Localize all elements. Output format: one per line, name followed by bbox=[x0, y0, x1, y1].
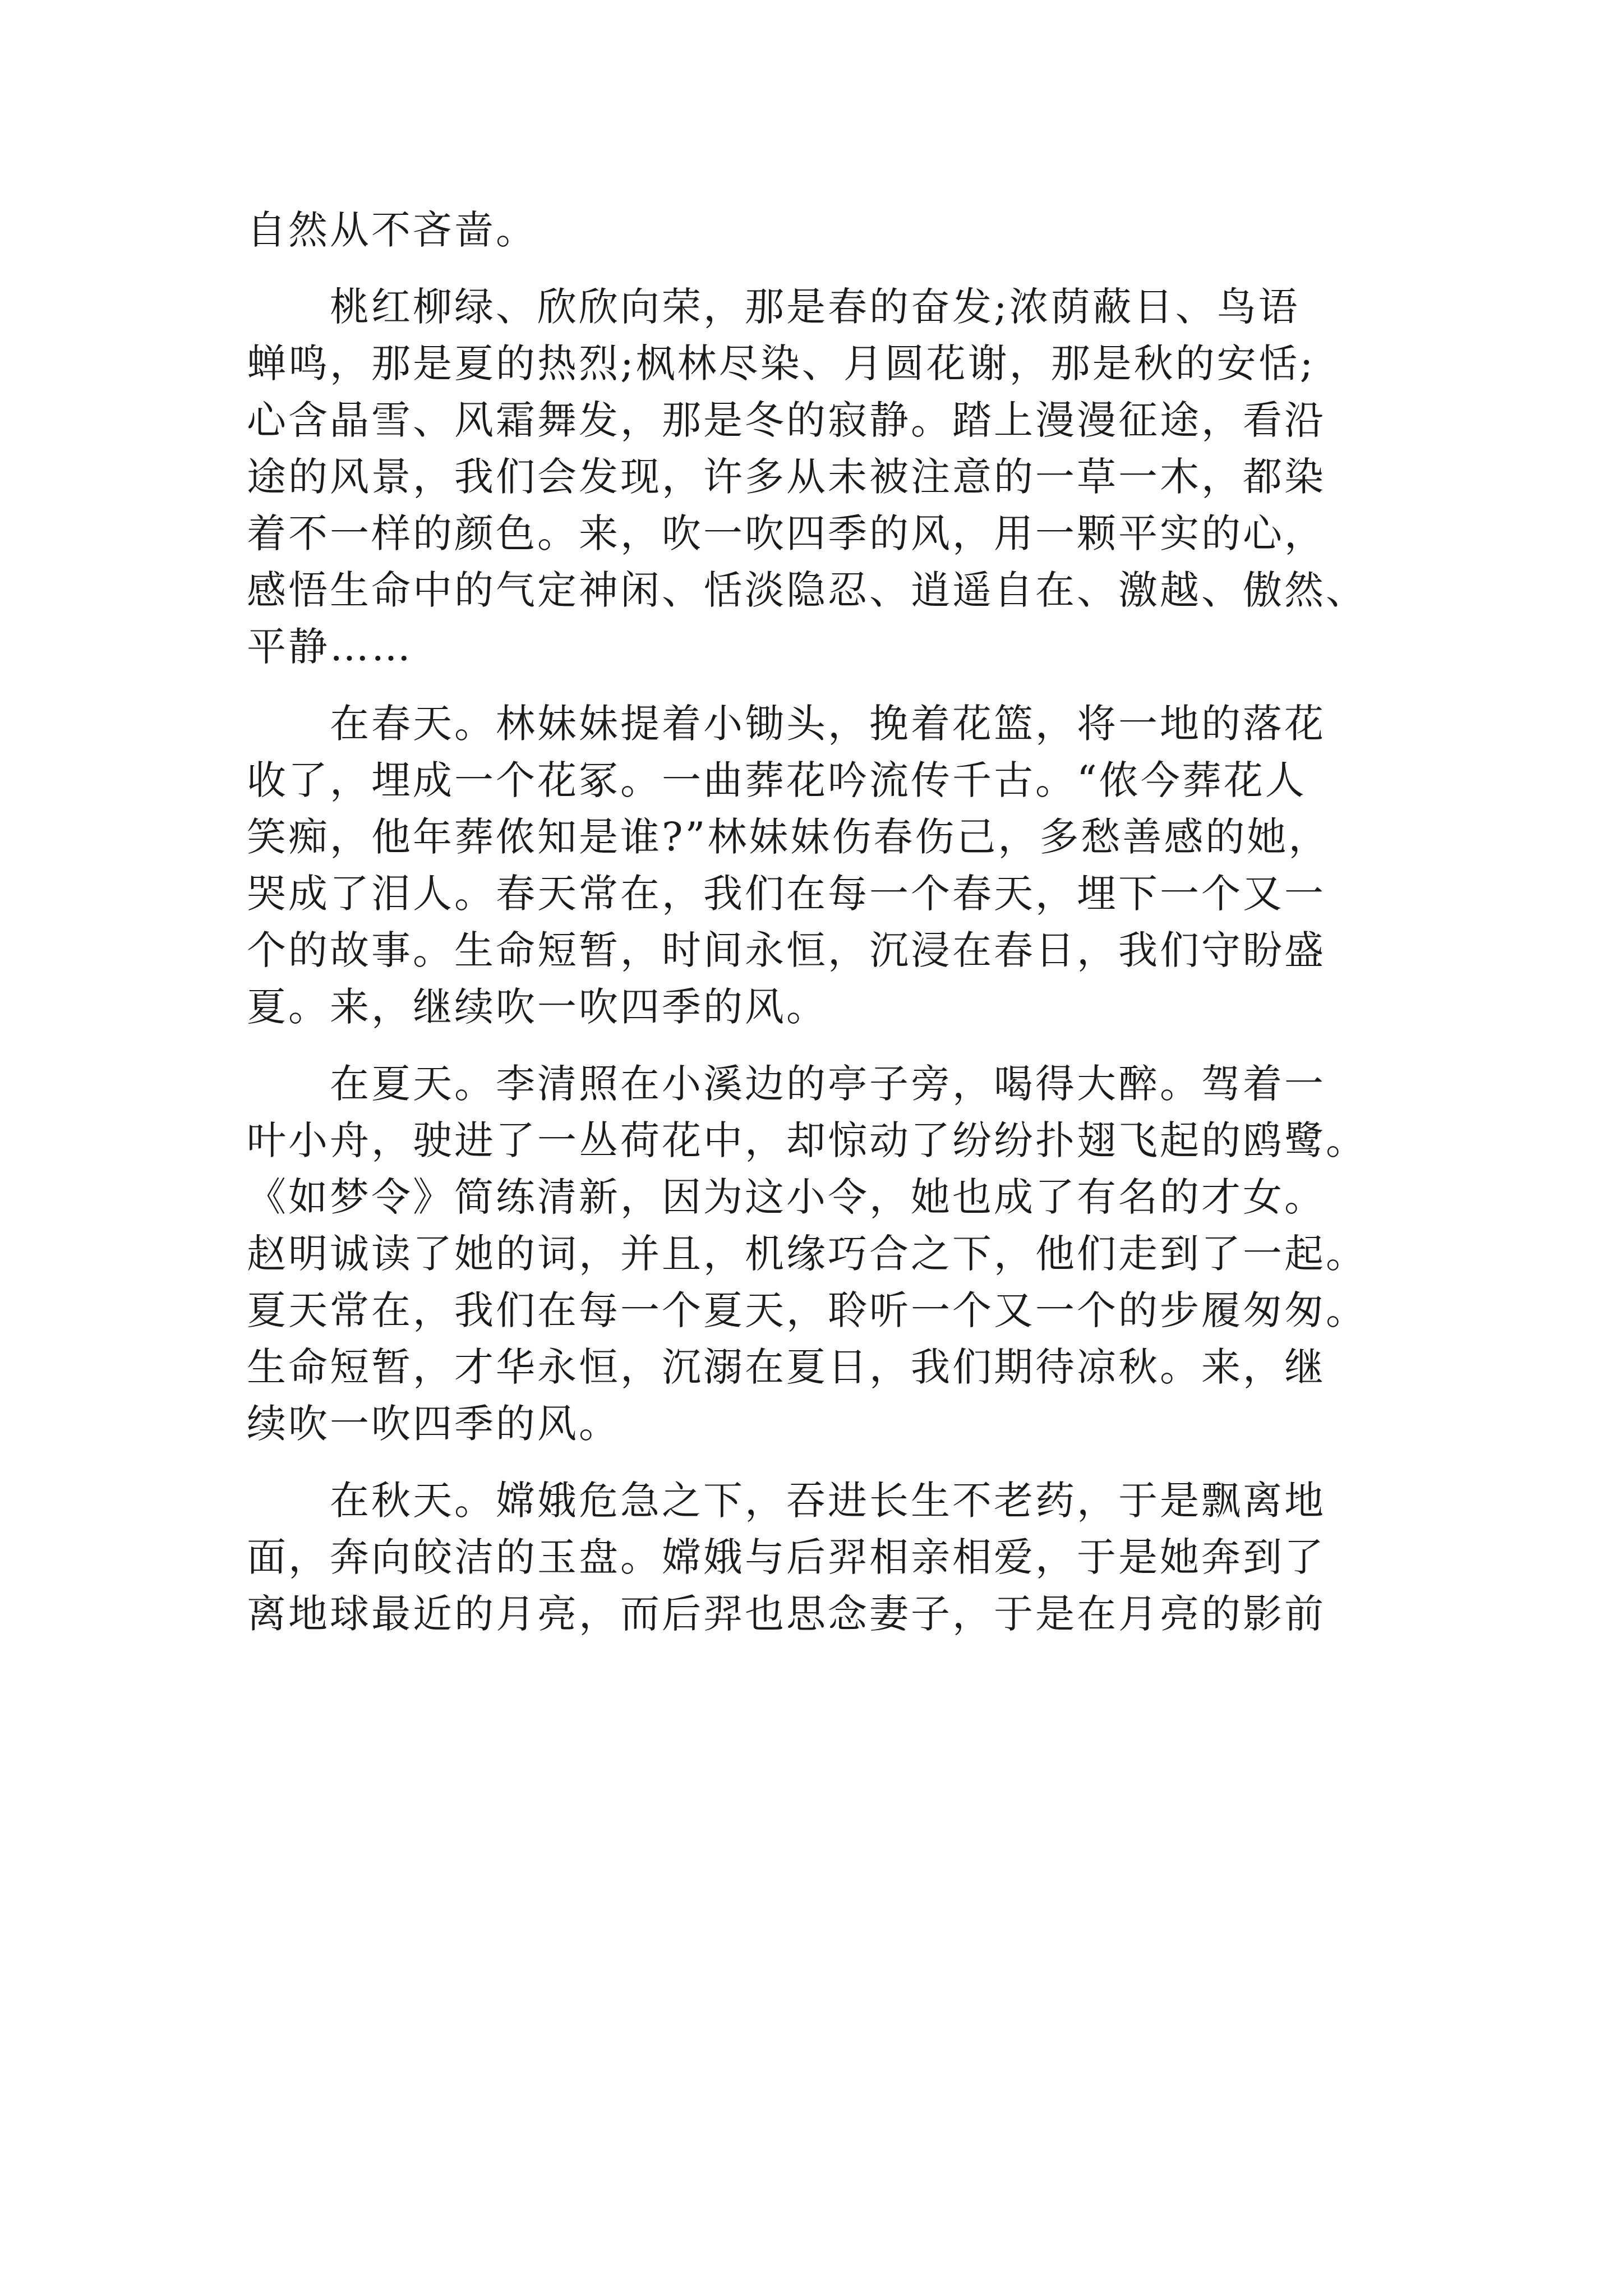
text-line: 自然从不吝啬。 bbox=[247, 207, 537, 253]
text-line: 桃红柳绿、欣欣向荣，那是春的奋发;浓荫蔽日、鸟语 bbox=[330, 284, 1300, 330]
paragraph-gap bbox=[247, 1452, 1385, 1473]
text-line: 离地球最近的月亮，而后羿也思念妻子，于是在月亮的影前 bbox=[247, 1591, 1326, 1637]
text-line: 在春天。林妹妹提着小锄头，挽着花篮，将一地的落花 bbox=[330, 701, 1326, 747]
text-line: 收了，埋成一个花冢。一曲葬花吟流传千古。“侬今葬花人 bbox=[247, 757, 1307, 803]
text-line: 续吹一吹四季的风。 bbox=[247, 1401, 620, 1447]
text-line: 夏天常在，我们在每一个夏天，聆听一个又一个的步履匆匆。 bbox=[247, 1287, 1367, 1333]
text-line: 笑痴，他年葬侬知是谁?”林妹妹伤春伤己，多愁善感的她， bbox=[247, 814, 1330, 860]
paragraph-gap bbox=[247, 675, 1385, 696]
text-line: 在秋天。嫦娥危急之下，吞进长生不老药，于是飘离地 bbox=[330, 1478, 1326, 1524]
text-line: 哭成了泪人。春天常在，我们在每一个春天，埋下一个又一 bbox=[247, 871, 1326, 917]
text-line: 心含晶雪、风霜舞发，那是冬的寂静。踏上漫漫征途，看沿 bbox=[247, 397, 1326, 443]
text-line: 着不一样的颜色。来，吹一吹四季的风，用一颗平实的心， bbox=[247, 510, 1326, 556]
paragraph bbox=[247, 279, 1385, 675]
text-line: 面，奔向皎洁的玉盘。嫦娥与后羿相亲相爱，于是她奔到了 bbox=[247, 1534, 1326, 1580]
document-body bbox=[247, 202, 1385, 1642]
paragraph-gap bbox=[247, 259, 1385, 279]
text-line: 在夏天。李清照在小溪边的亭子旁，喝得大醉。驾着一 bbox=[330, 1061, 1326, 1107]
paragraph bbox=[247, 696, 1385, 1036]
text-line: 平静…… bbox=[247, 624, 413, 670]
text-line: 途的风景，我们会发现，许多从未被注意的一草一木，都染 bbox=[247, 454, 1326, 500]
text-line: 个的故事。生命短暂，时间永恒，沉浸在春日，我们守盼盛 bbox=[247, 927, 1326, 973]
paragraph bbox=[247, 1056, 1385, 1452]
text-line: 夏。来，继续吹一吹四季的风。 bbox=[247, 984, 828, 1030]
text-line: 赵明诚读了她的词，并且，机缘巧合之下，他们走到了一起。 bbox=[247, 1231, 1367, 1277]
text-line: 生命短暂，才华永恒，沉溺在夏日，我们期待凉秋。来，继 bbox=[247, 1344, 1326, 1390]
text-line: 《如梦令》简练清新，因为这小令，她也成了有名的才女。 bbox=[247, 1174, 1326, 1220]
text-line: 蝉鸣，那是夏的热烈;枫林尽染、月圆花谢，那是秋的安恬; bbox=[247, 341, 1316, 386]
paragraph bbox=[247, 1473, 1385, 1642]
paragraph bbox=[247, 202, 1385, 259]
text-line: 感悟生命中的气定神闲、恬淡隐忍、逍遥自在、激越、傲然、 bbox=[247, 567, 1367, 613]
paragraph-gap bbox=[247, 1036, 1385, 1056]
text-line: 叶小舟，驶进了一丛荷花中，却惊动了纷纷扑翅飞起的鸥鹭。 bbox=[247, 1117, 1367, 1163]
